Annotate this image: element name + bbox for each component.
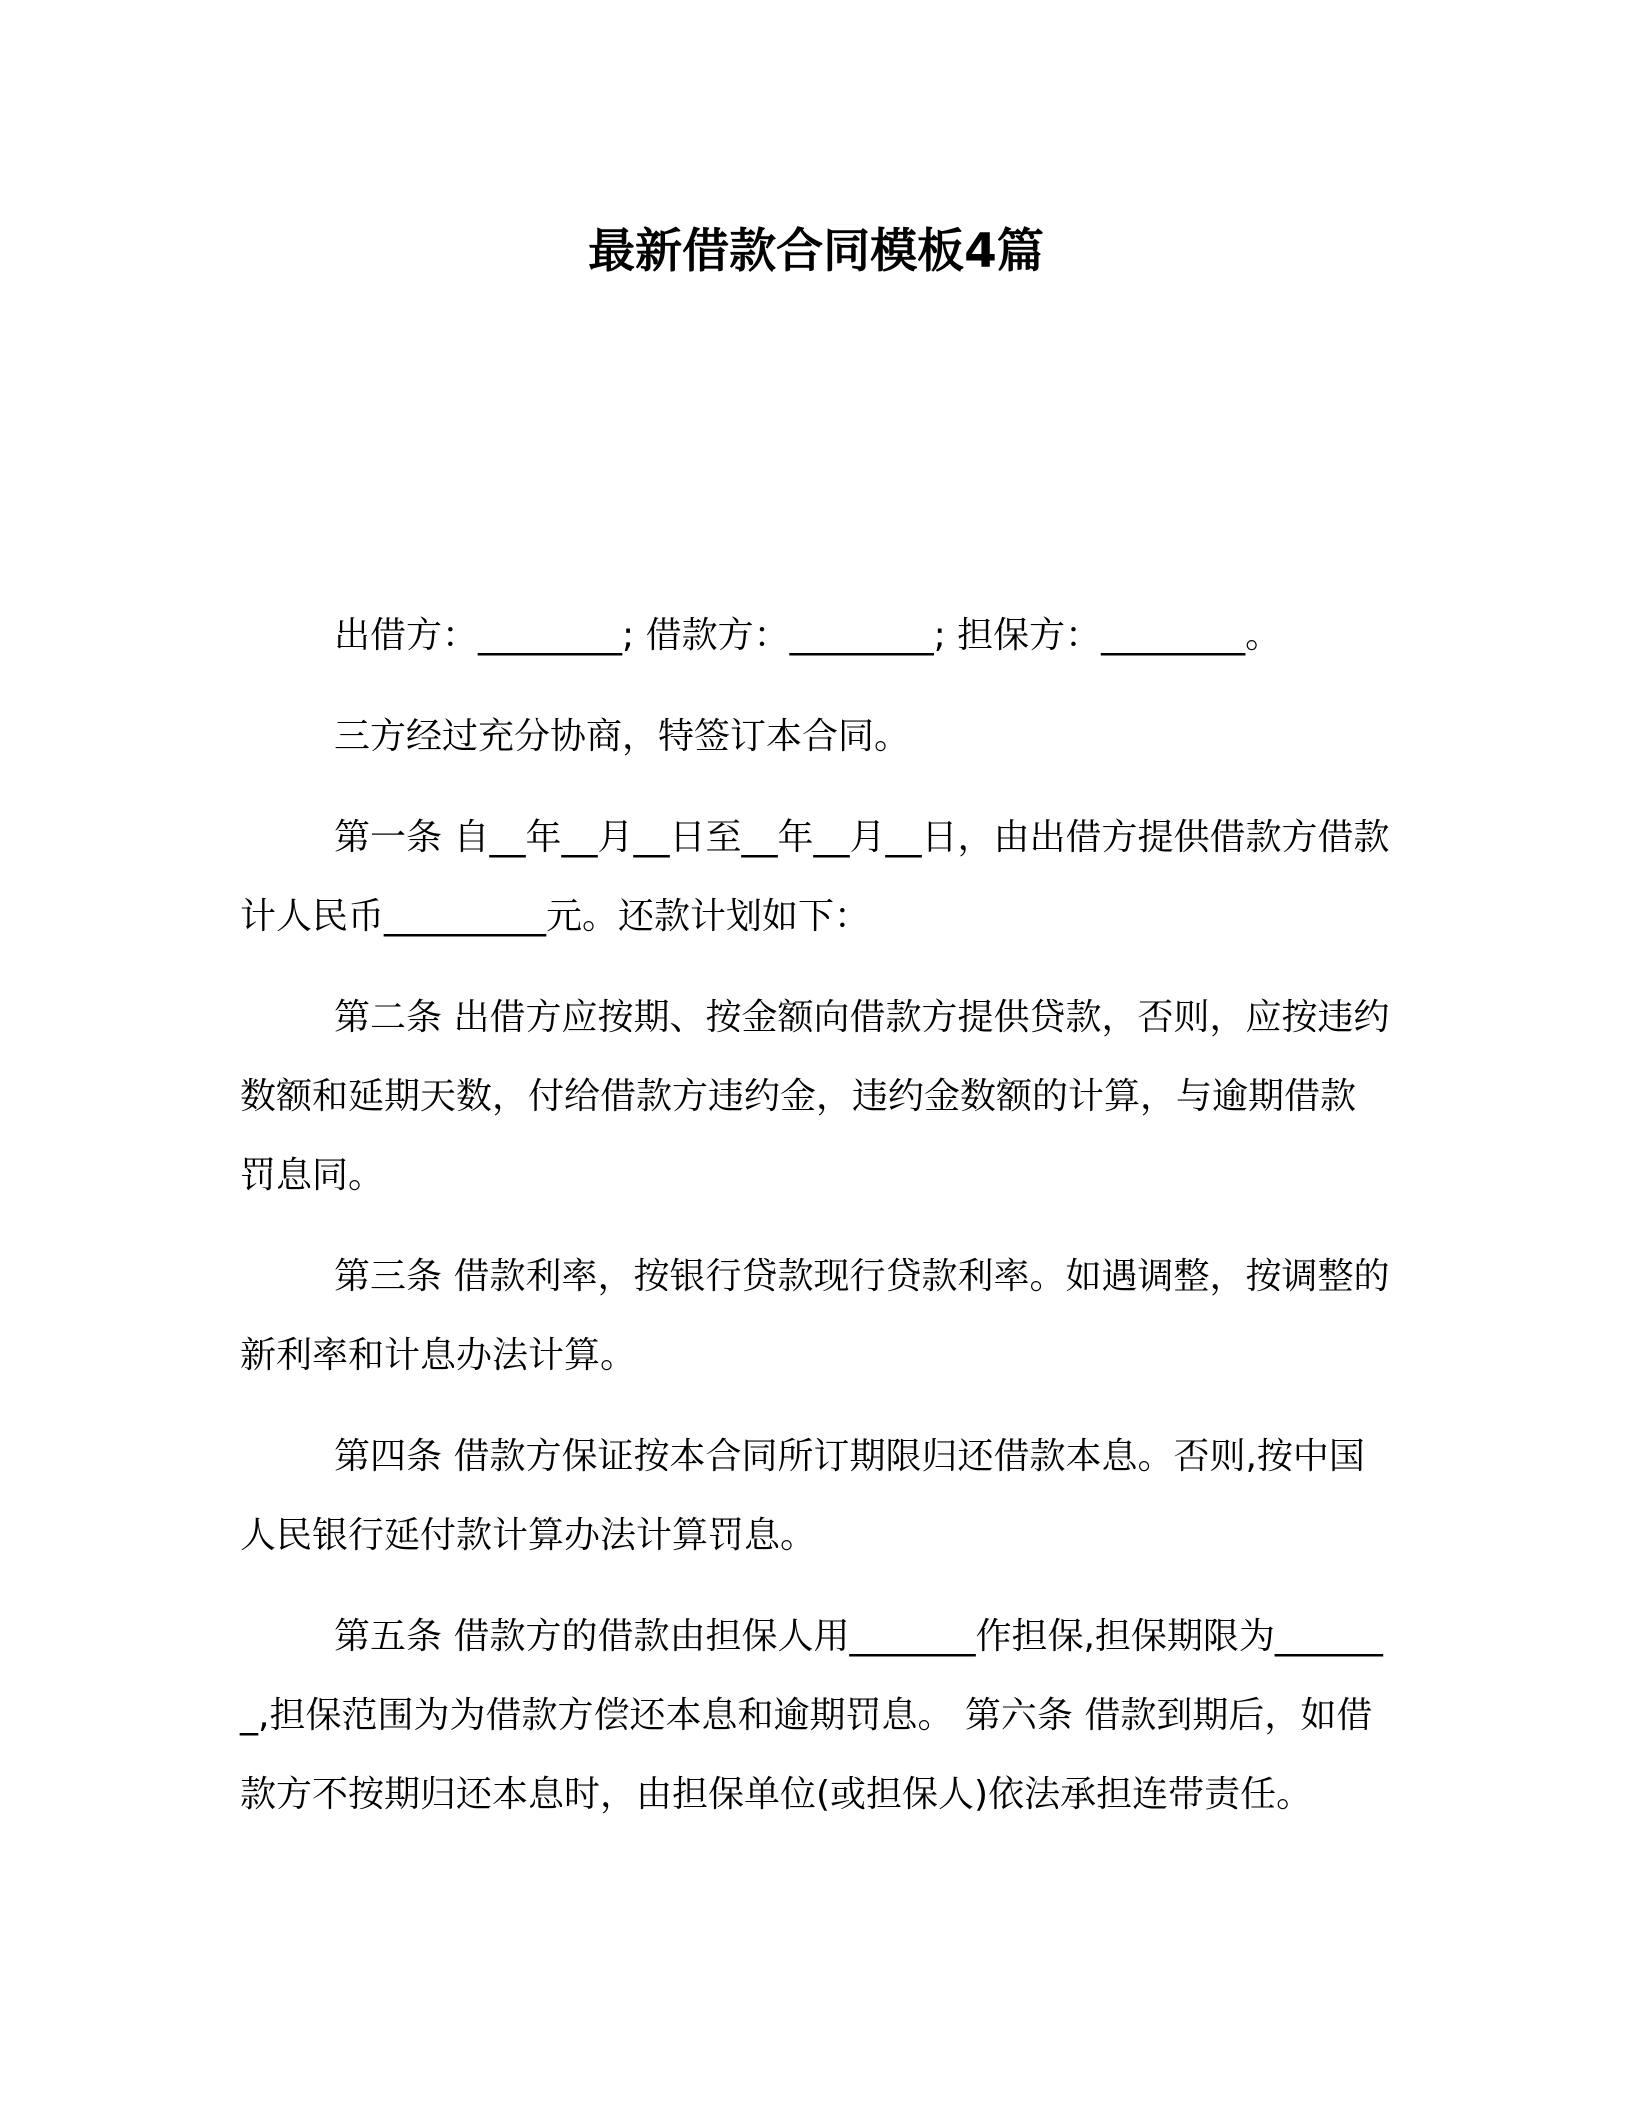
document-title: 最新借款合同模板4篇	[588, 224, 1044, 279]
article-5-6-paragraph: 第五条 借款方的借款由担保人用_______作担保,担保期限为_______,担保范围为为借款方偿还本息和逾期罚息。 第六条 借款到期后，如借款方不按期归还本息时，由担保单位(或担保人)依法承担连带责任。	[240, 1616, 1383, 1815]
article-4-paragraph: 第四条 借款方保证按本合同所订期限归还借款本息。否则,按中国人民银行延付款计算办法计算罚息。	[240, 1436, 1365, 1556]
article-1-paragraph: 第一条 自__年__月__日至__年__月__日，由出借方提供借款方借款计人民币_________元。还款计划如下：	[240, 817, 1390, 937]
parties-paragraph: 出借方：________; 借款方：________; 担保方：________。	[334, 615, 1282, 656]
agreement-paragraph: 三方经过充分协商，特签订本合同。	[334, 716, 911, 757]
article-3-paragraph: 第三条 借款利率，按银行贷款现行贷款利率。如遇调整，按调整的新利率和计息办法计算。	[240, 1256, 1390, 1376]
document-body	[240, 596, 1390, 1856]
article-2-paragraph: 第二条 出借方应按期、按金额向借款方提供贷款，否则，应按违约数额和延期天数，付给借款方违约金，违约金数额的计算，与逾期借款罚息同。	[240, 997, 1390, 1196]
